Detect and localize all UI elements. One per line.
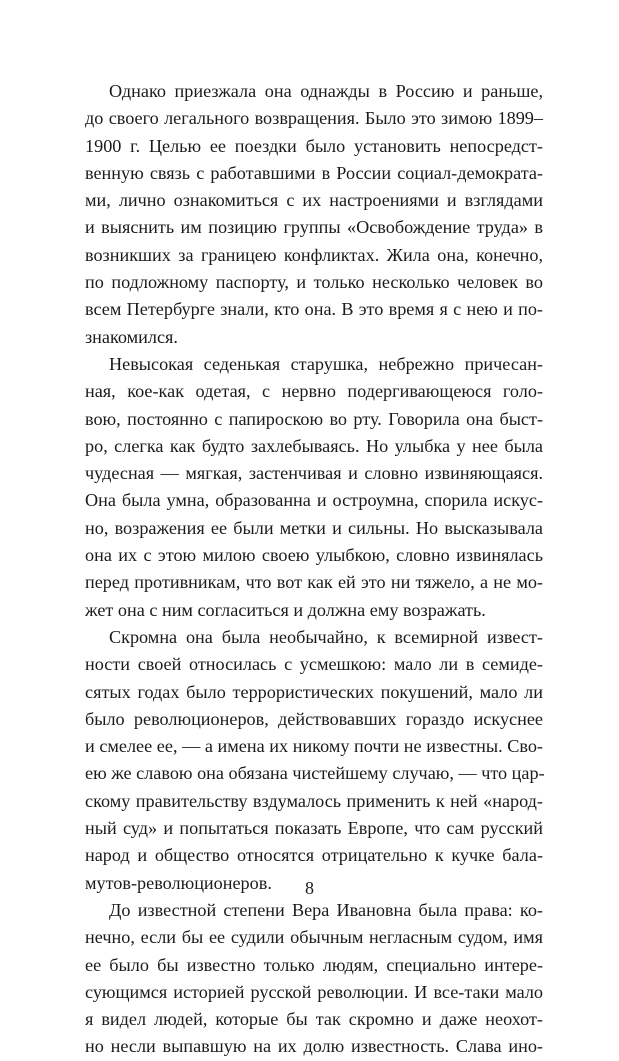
text-line: знакомился. [85,326,178,347]
text-line: ми, лично ознакомиться с их настроениями и взглядами [85,190,543,211]
body-text [85,78,543,1061]
text-line: жет она с ним согласиться и должна ему возражать. [85,599,486,620]
text-line: Невысокая седенькая старушка, небрежно причесан- [109,353,543,374]
text-line: я видел людей, которые бы так скромно и даже неохот- [85,1009,543,1030]
text-line: перед противникам, что вот как ей это ни тяжело, а не мо- [85,572,543,593]
text-line: народ и общество относятся отрицательно к кучке бала- [85,845,543,866]
text-line: по подложному паспорту, и только несколько человек во [85,272,543,293]
page-number: 8 [305,878,314,898]
text-line: сующимся историей русской революции. И все-таки мало [85,981,543,1002]
text-line: скому правительству вздумалось применить к ней «народ- [85,790,543,811]
text-line: Однако приезжала она однажды в Россию и раньше, [109,81,543,101]
text-line: и смелее ее, — а имена их никому почти не известны. Сво- [85,736,543,757]
text-line: всем Петербурге знали, кто она. В это время я с нею и по- [85,299,543,320]
text-line: мутов-революционеров. [85,872,272,893]
text-line: сятых годах было террористических покушений, мало ли [85,681,543,702]
text-line: было революционеров, действовавших гораздо искуснее [85,708,543,729]
text-line: ро, слегка как будто захлебываясь. Но улыбка у нее была [85,435,543,456]
text-line: До известной степени Вера Ивановна была права: ко- [109,899,543,920]
text-line: ее было бы известно только людям, специально интере- [85,954,543,975]
text-line: ею же славою она обязана чистейшему случаю, — что цар- [85,763,545,784]
text-line: но несли выпавшую на их долю известность. Слава ино- [85,1036,543,1057]
text-line: Она была умна, образованна и остроумна, спорила искус- [85,490,543,511]
text-line: Скромна она была необычайно, к всемирной извест- [109,626,543,647]
text-line: ности своей относилась с усмешкою: мало ли в семиде- [85,654,543,675]
paragraph [85,897,543,1061]
text-line: но, возражения ее были метки и сильны. Но высказывала [85,517,543,538]
text-line: и выяснить им позицию группы «Освобождение труда» в [85,217,543,238]
text-line: венную связь с работавшими в России социал-демократа- [85,162,543,183]
text-line: ная, кое-как одетая, с нервно подергивающеюся голо- [85,381,543,402]
paragraph [85,624,543,897]
text-line: ный суд» и попытаться показать Европе, что сам русский [85,818,543,839]
text-line: вою, постоянно с папироскою во рту. Говорила она быст- [85,408,543,429]
text-line: она их с этою милою своею улыбкою, словно извинялась [85,545,543,566]
paragraph [85,351,543,624]
text-line: чудесная — мягкая, застенчивая и словно извиняющаяся. [85,463,543,484]
text-line: 1900 г. Целью ее поездки было установить непосредст- [85,135,543,156]
paragraph [85,78,543,351]
text-line: до своего легального возвращения. Было это зимою 1899– [85,108,543,129]
text-line: возникших за границею конфликтах. Жила она, конечно, [85,244,543,265]
text-line: нечно, если бы ее судили обычным негласным судом, имя [85,927,543,948]
